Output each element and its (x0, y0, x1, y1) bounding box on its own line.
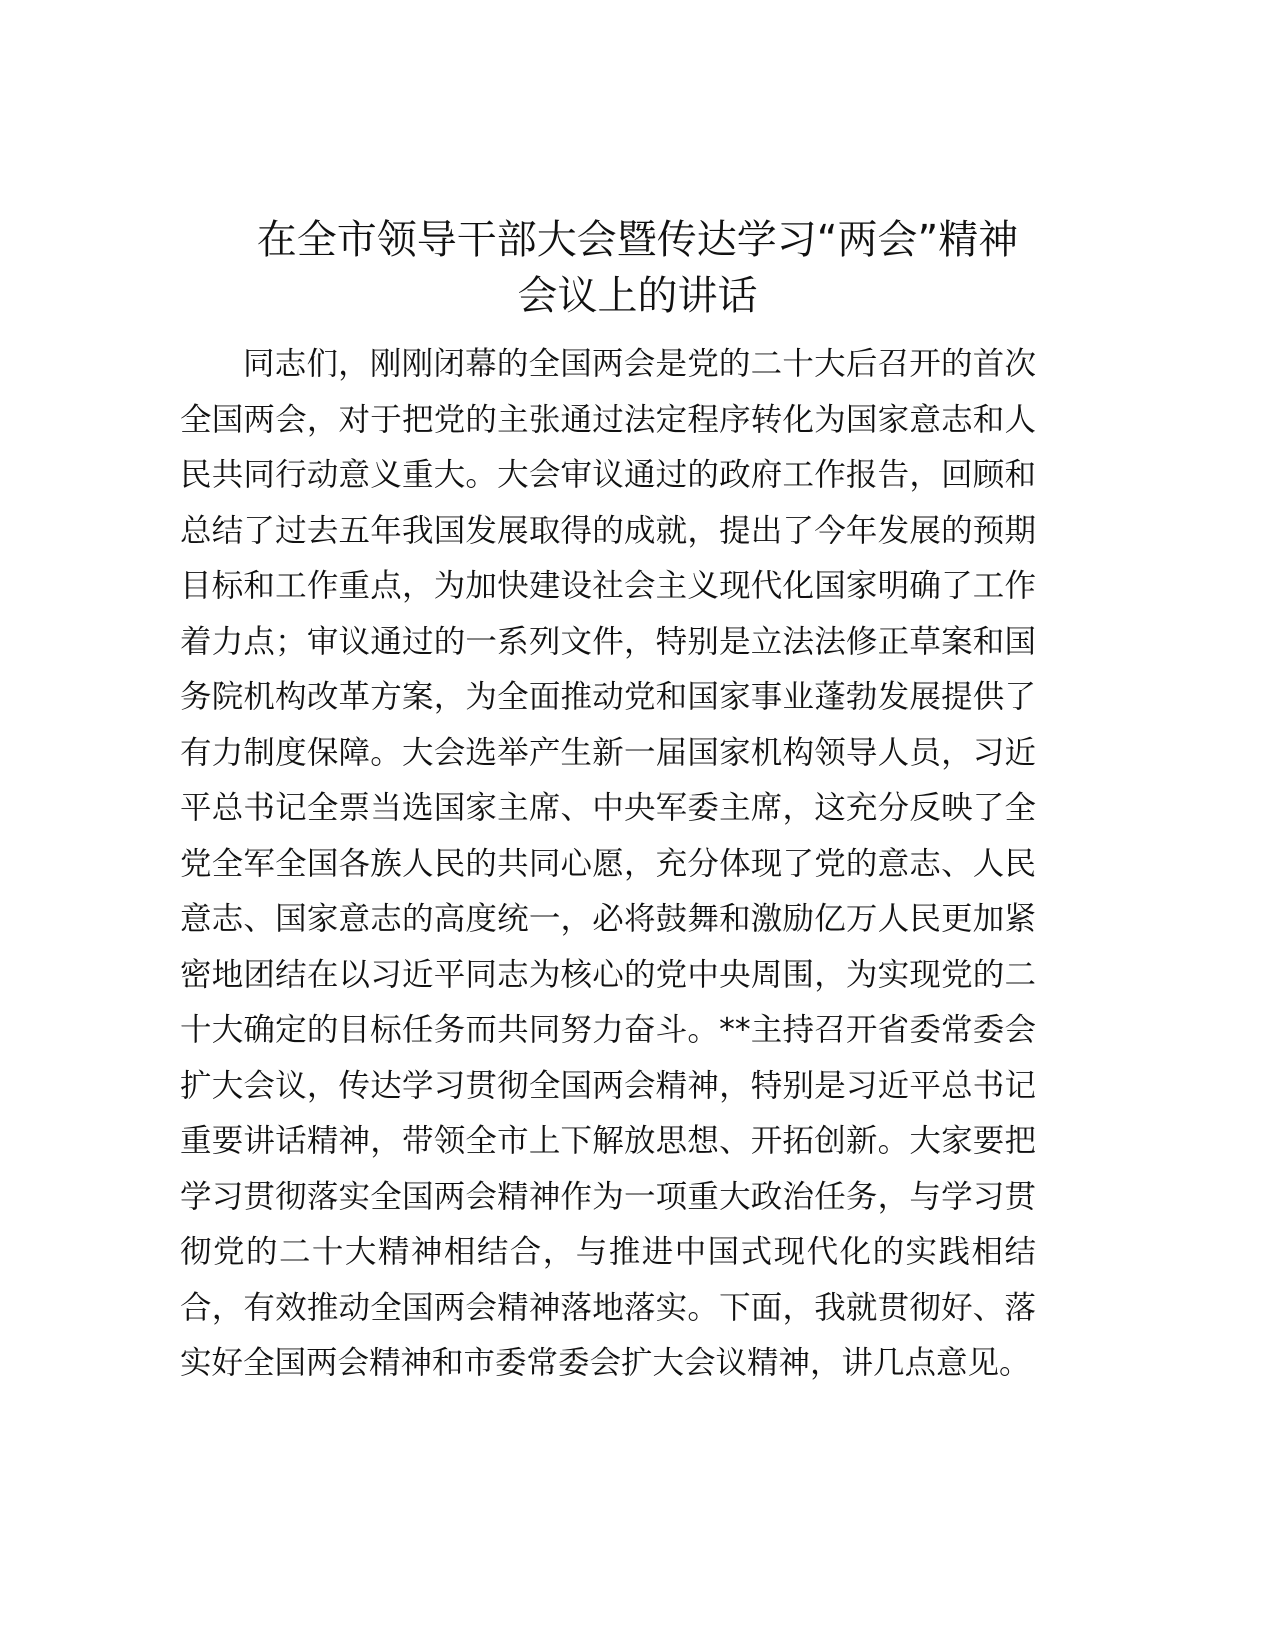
body-line: 意志、国家意志的高度统一，必将鼓舞和激励亿万人民更加紧 (180, 901, 1036, 937)
document-body (180, 337, 1036, 1392)
document-title-line-1: 在全市领导干部大会暨传达学习“两会”精神 (256, 217, 1019, 263)
body-line: 同志们，刚刚闭幕的全国两会是党的二十大后召开的首次 (243, 346, 1036, 382)
body-line: 实好全国两会精神和市委常委会扩大会议精神，讲几点意见。 (180, 1345, 1031, 1381)
body-line: 目标和工作重点，为加快建设社会主义现代化国家明确了工作 (180, 568, 1036, 604)
body-line: 彻党的二十大精神相结合，与推进中国式现代化的实践相结 (180, 1234, 1036, 1270)
body-line: 有力制度保障。大会选举产生新一届国家机构领导人员，习近 (180, 734, 1036, 771)
body-line: 密地团结在以习近平同志为核心的党中央周围，为实现党的二 (180, 956, 1036, 993)
body-line: 总结了过去五年我国发展取得的成就，提出了今年发展的预期 (180, 512, 1036, 549)
body-line: 平总书记全票当选国家主席、中央军委主席，这充分反映了全 (180, 790, 1036, 826)
document-title-line-2: 会议上的讲话 (517, 273, 758, 319)
body-line: 党全军全国各族人民的共同心愿，充分体现了党的意志、人民 (180, 845, 1036, 882)
body-line: 合，有效推动全国两会精神落地落实。下面，我就贯彻好、落 (180, 1289, 1036, 1326)
body-line: 民共同行动意义重大。大会审议通过的政府工作报告，回顾和 (180, 457, 1036, 493)
body-line: 着力点；审议通过的一系列文件，特别是立法法修正草案和国 (180, 623, 1036, 660)
body-line: 扩大会议，传达学习贯彻全国两会精神，特别是习近平总书记 (180, 1067, 1036, 1104)
body-line: 重要讲话精神，带领全市上下解放思想、开拓创新。大家要把 (180, 1123, 1036, 1159)
body-line: 十大确定的目标任务而共同努力奋斗。**主持召开省委常委会 (180, 1012, 1036, 1048)
body-line: 学习贯彻落实全国两会精神作为一项重大政治任务，与学习贯 (180, 1178, 1036, 1215)
body-line: 全国两会，对于把党的主张通过法定程序转化为国家意志和人 (180, 401, 1036, 438)
body-line: 务院机构改革方案，为全面推动党和国家事业蓬勃发展提供了 (180, 679, 1036, 715)
